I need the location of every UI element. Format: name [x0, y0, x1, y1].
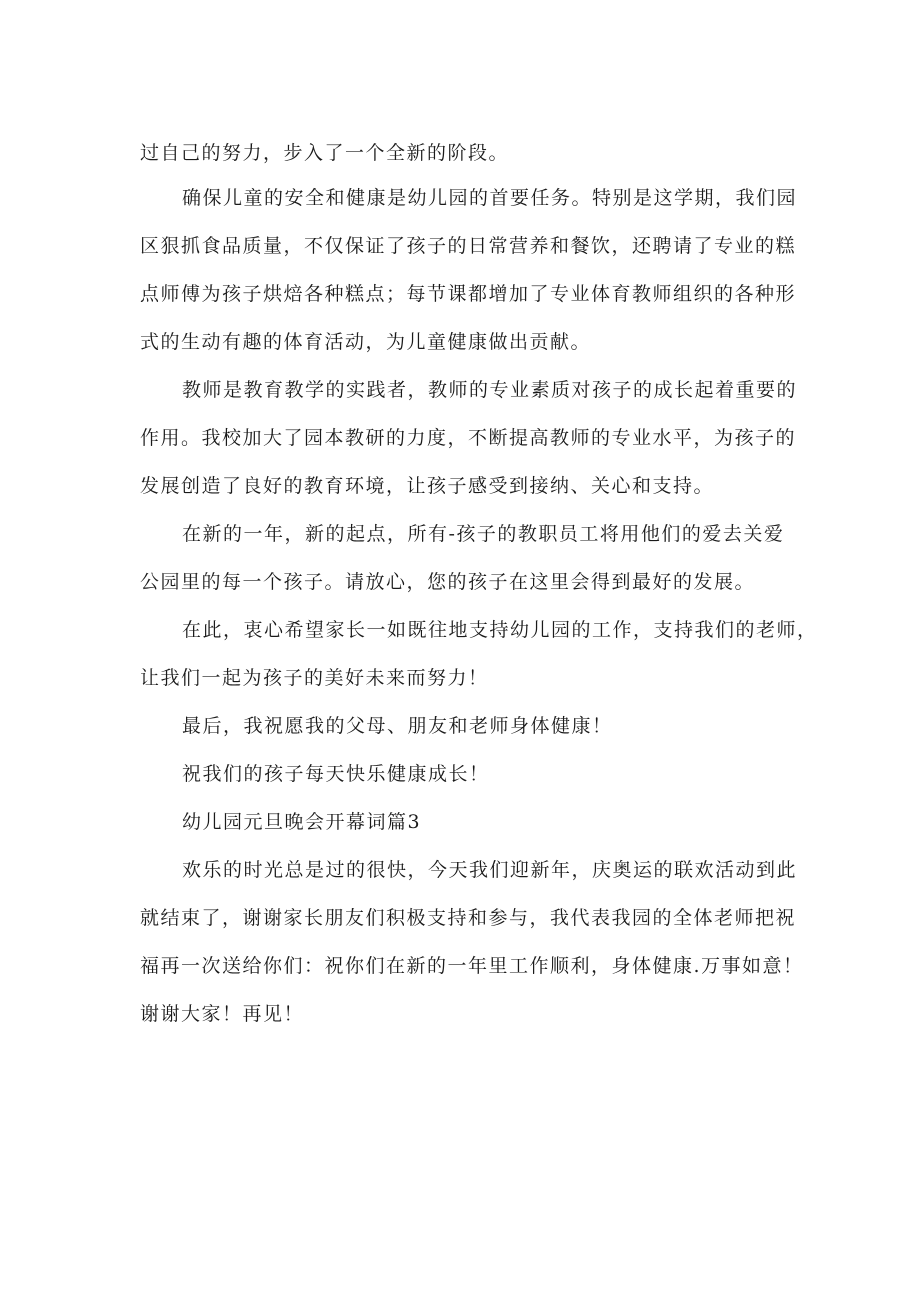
paragraph-line: 教师是教育教学的实践者，教师的专业素质对孩子的成长起着重要的 [182, 379, 798, 401]
paragraph-line: 在新的一年，新的起点，所有-孩子的教职员工将用他们的爱去关爱 [182, 523, 785, 545]
paragraph-line: 在此，衷心希望家长一如既往地支持幼儿园的工作，支持我们的老师， [182, 619, 818, 641]
text-line: 就结束了，谢谢家长朋友们积极支持和参与，我代表我园的全体老师把祝 [140, 907, 797, 929]
paragraph-line: 确保儿童的安全和健康是幼儿园的首要任务。特别是这学期，我们园 [182, 187, 798, 209]
text-line: 谢谢大家！再见！ [140, 1003, 305, 1025]
paragraph-line: 最后，我祝愿我的父母、朋友和老师身体健康！ [182, 715, 613, 737]
paragraph-line: 祝我们的孩子每天快乐健康成长！ [182, 763, 490, 785]
text-line: 让我们一起为孩子的美好未来而努力！ [140, 667, 489, 689]
text-line: 式的生动有趣的体育活动，为儿童健康做出贡献。 [140, 331, 592, 353]
section-heading: 幼儿园元旦晚会开幕词篇3 [182, 811, 422, 833]
text-line: 过自己的努力，步入了一个全新的阶段。 [140, 142, 510, 164]
text-line: 发展创造了良好的教育环境，让孩子感受到接纳、关心和支持。 [140, 475, 715, 497]
text-line: 点师傅为孩子烘焙各种糕点；每节课都增加了专业体育教师组织的各种形 [140, 283, 797, 305]
text-line: 区狠抓食品质量，不仅保证了孩子的日常营养和餐饮，还聘请了专业的糕 [140, 235, 797, 257]
text-line: 福再一次送给你们：祝你们在新的一年里工作顺利，身体健康.万事如意！ [140, 955, 804, 977]
text-line: 公园里的每一个孩子。请放心，您的孩子在这里会得到最好的发展。 [140, 571, 756, 593]
paragraph-line: 欢乐的时光总是过的很快，今天我们迎新年，庆奥运的联欢活动到此 [182, 859, 798, 881]
text-line: 作用。我校加大了园本教研的力度，不断提高教师的专业水平，为孩子的 [140, 427, 797, 449]
